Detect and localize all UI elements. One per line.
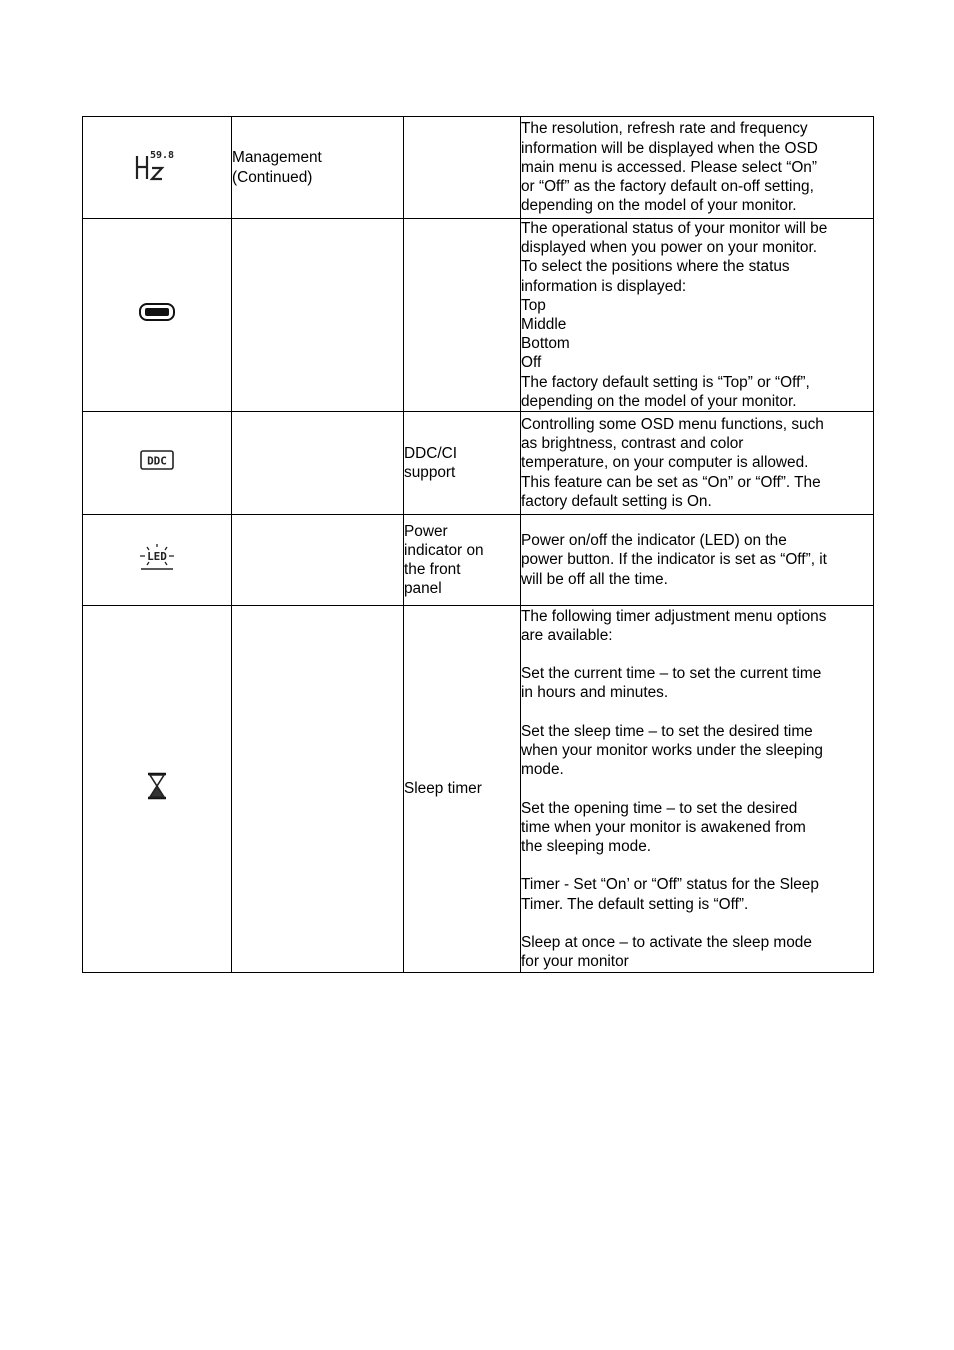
description-line: The following timer adjustment menu options [521,607,827,625]
description-cell [521,515,874,606]
description-line: information is displayed: [521,277,687,295]
description-line: factory default setting is On. [521,492,712,510]
item-line: the front [404,561,461,579]
item-cell [404,412,521,515]
description-line: temperature, on your computer is allowed. [521,454,809,472]
hourglass-icon [144,771,170,806]
blank-line [521,779,873,798]
description-line: time when your monitor is awakened from [521,818,806,836]
description-line: will be off all the time. [521,570,668,588]
category-cell [232,515,404,606]
blank-line [521,856,873,875]
table-row [83,117,874,219]
description-line: The operational status of your monitor will be [521,220,828,237]
category-line: (Continued) [232,168,313,186]
description-line: power button. If the indicator is set as “Off”, it [521,551,827,569]
item-cell [404,606,521,973]
description-line: Middle [521,316,567,334]
item-line: indicator on [404,541,484,559]
category-cell [232,219,404,412]
item-cell [404,219,521,412]
description-line: Set the current time – to set the current time [521,665,822,683]
hz-icon-label: 59.8 [150,149,175,161]
icon-cell [83,117,232,219]
description-line: Set the sleep time – to set the desired time [521,722,813,740]
description-line: Timer. The default setting is “Off”. [521,895,749,913]
description-line: main menu is accessed. Please select “On” [521,158,817,176]
ddc-icon [139,449,175,476]
item-cell [404,515,521,606]
category-line: Management [232,149,322,167]
description-line: depending on the model of your monitor. [521,392,797,410]
category-cell [232,606,404,973]
item-cell [404,117,521,219]
description-line: when your monitor works under the sleeping [521,742,823,760]
description-line: Power on/off the indicator (LED) on the [521,532,787,550]
table-row [83,606,874,973]
description-line: To select the positions where the status [521,258,790,276]
description-cell [521,117,874,219]
item-line: panel [404,580,442,598]
description-line: Sleep at once – to activate the sleep mode [521,934,812,952]
description-line: Top [521,296,546,314]
item-line: Power [404,522,448,540]
description-line: displayed when you power on your monitor. [521,239,818,257]
description-line: The resolution, refresh rate and frequency [521,120,808,138]
status-bar-icon [138,301,176,328]
icon-cell [83,515,232,606]
blank-line [521,914,873,933]
description-cell [521,412,874,515]
description-line: the sleeping mode. [521,838,652,856]
icon-cell [83,606,232,973]
table-row [83,515,874,606]
description-line: depending on the model of your monitor. [521,197,797,215]
item-line: DDC/CI [404,444,458,462]
led-icon [137,542,177,577]
blank-line [521,703,873,722]
description-line: This feature can be set as “On” or “Off”. The [521,473,821,491]
description-line: in hours and minutes. [521,684,669,702]
ddc-icon-label: DDC [147,454,167,468]
description-cell [521,219,874,412]
icon-cell [83,412,232,515]
description-cell [521,606,874,973]
osd-settings-table [82,116,874,973]
description-line: The factory default setting is “Top” or “Off”, [521,373,810,391]
category-cell [232,412,404,515]
description-line: Timer - Set “On’ or “Off” status for the Sleep [521,876,819,894]
description-line: as brightness, contrast and color [521,435,744,453]
icon-cell [83,219,232,412]
blank-line [521,645,873,664]
description-line: Off [521,354,542,372]
description-line: mode. [521,761,564,779]
item-line: Sleep timer [404,780,482,798]
description-line: Set the opening time – to set the desired [521,799,798,817]
led-icon-label: LED [147,550,167,564]
item-line: support [404,464,456,482]
hz-59.8-icon [134,148,180,187]
description-line: information will be displayed when the OSD [521,139,818,157]
description-line: or “Off” as the factory default on-off setting, [521,178,814,196]
description-line: are available: [521,626,613,644]
category-cell [232,117,404,219]
description-line: Controlling some OSD menu functions, such [521,416,824,434]
description-line: Bottom [521,335,570,353]
table-row [83,219,874,412]
description-line: for your monitor [521,953,629,971]
table-row [83,412,874,515]
